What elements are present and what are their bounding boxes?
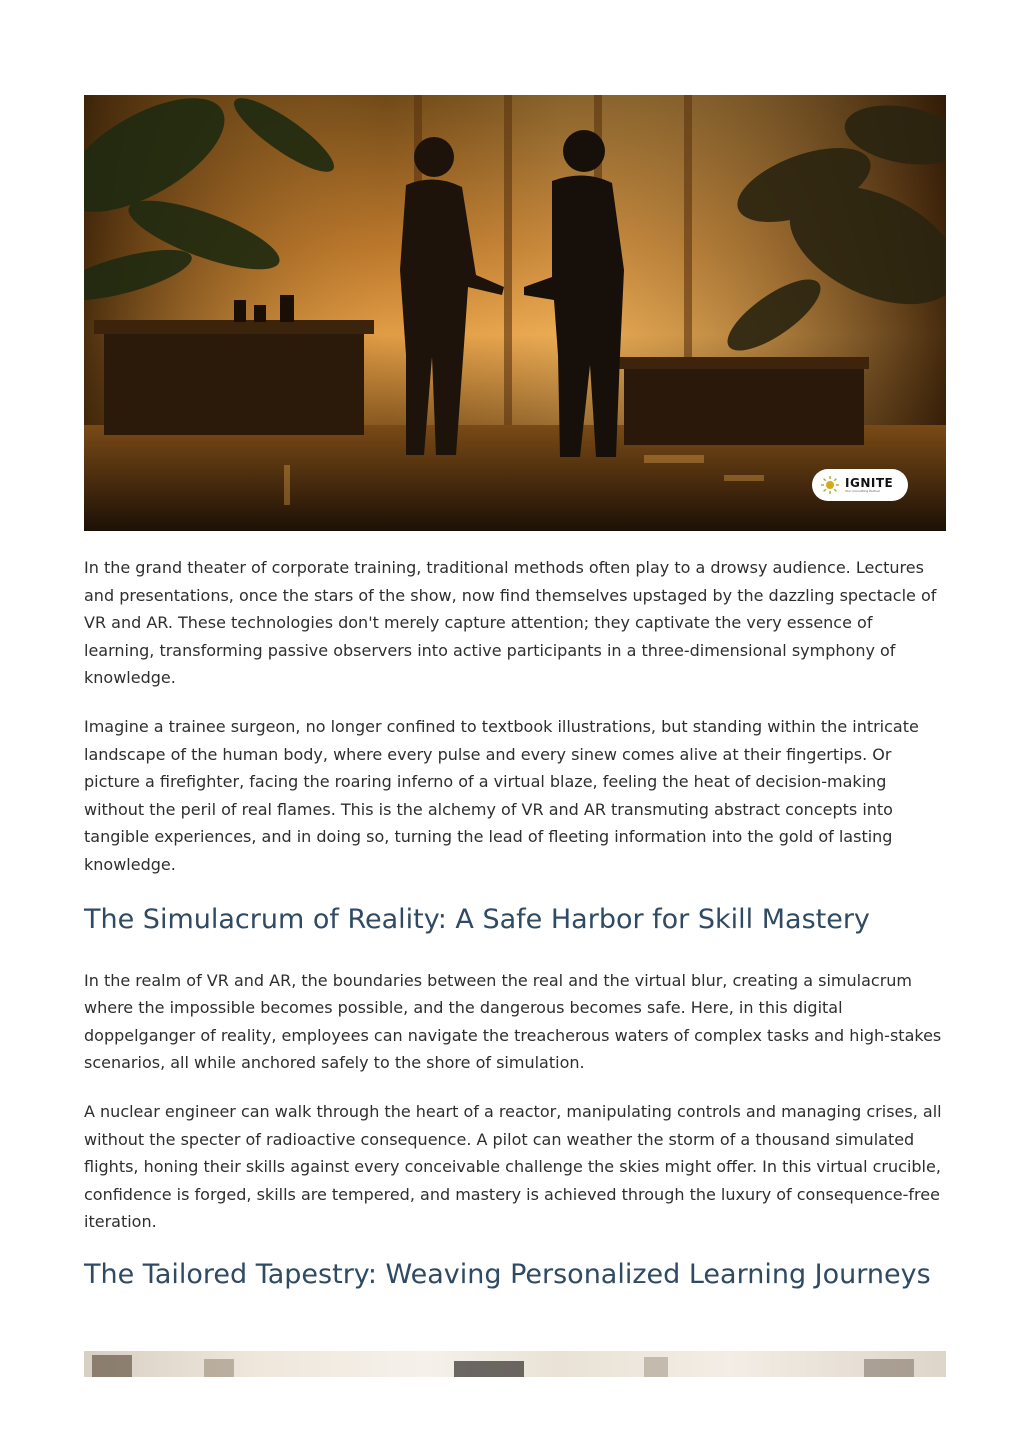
- sun-icon: [820, 475, 840, 495]
- paragraph: A nuclear engineer can walk through the heart of a reactor, manipulating controls and managing crises, all without the specter of radioactive consequence. A pilot can weather the storm of a thousand simulated flights, honing their skills against every conceivable challenge the skies might offer. In this virtual crucible, confidence is forged, skills are tempered, and mastery is achieved through the luxury of consequence-free iteration.: [84, 1101, 942, 1232]
- section-heading: The Tailored Tapestry: Weaving Personalized Learning Journeys: [84, 1258, 931, 1290]
- paragraph: In the realm of VR and AR, the boundaries between the real and the virtual blur, creating a simulacrum where the impossible becomes possible, and the dangerous becomes safe. Here, in this digital doppelganger of reality, employees can navigate the treacherous waters of complex tasks and high-stakes scenarios, all while anchored safely to the shore of simulation.: [84, 970, 942, 1073]
- paragraph: In the grand theater of corporate training, traditional methods often play to a drowsy audience. Lectures and presentations, once the stars of the show, now find themselves upstaged by the dazzling spectacle of VR and AR. These technologies don't merely capture attention; they captivate the very essence of learning, transforming passive observers into active participants in a three-dimensional symphony of knowledge.: [84, 558, 937, 688]
- logo-wordmark: [845, 477, 893, 493]
- article: [84, 95, 946, 1291]
- hero-image: [84, 95, 946, 531]
- logo-subtitle: Your Consulting Partner: [845, 489, 881, 493]
- ignite-logo: [812, 469, 908, 501]
- paragraph: Imagine a trainee surgeon, no longer confined to textbook illustrations, but standing within the intricate landscape of the human body, where every pulse and every sinew comes alive at their fingertips. Or picture a firefighter, facing the roaring inferno of a virtual blaze, feeling the heat of decision-making without the peril of real flames. This is the alchemy of VR and AR transmuting abstract concepts into tangible experiences, and in doing so, turning the lead of fleeting information into the gold of lasting knowledge.: [84, 716, 919, 874]
- logo-text: IGNITE: [845, 476, 894, 490]
- section-heading: The Simulacrum of Reality: A Safe Harbor for Skill Mastery: [84, 903, 870, 935]
- section-image: [84, 1351, 946, 1377]
- handshake-illustration: [84, 95, 946, 531]
- section-image-preview: [84, 1351, 946, 1377]
